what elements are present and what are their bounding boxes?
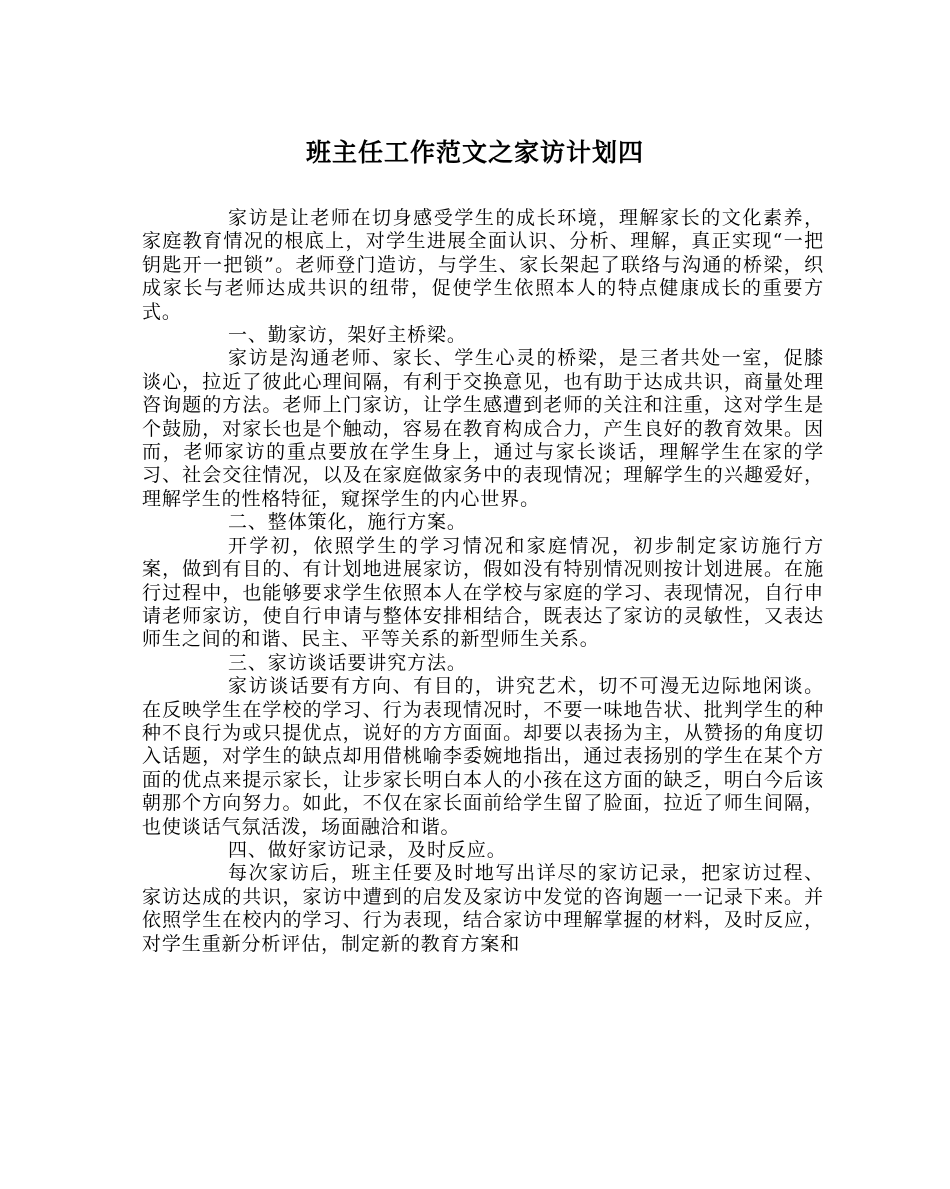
section-paragraph-1: 家访是沟通老师、家长、学生心灵的桥梁，是三者共处一室，促膝谈心，拉近了彼此心理间隔，有利于交换意见，也有助于达成共识，商量处理咨询题的方法。老师上门家访，让学生感遭到老师的关注和注重，这对学生是个鼓励，对家长也是个触动，容易在教育构成合力，产生良好的教育效果。因而，老师家访的重点要放在学生身上，通过与家长谈话，理解学生在家的学习、社会交往情况，以及在家庭做家务中的表现情况；理解学生的兴趣爱好，理解学生的性格特征，窥探学生的内心世界。 — [142, 347, 824, 510]
section-heading-3: 三、家访谈话要讲究方法。 — [228, 651, 467, 674]
document-title: 班主任工作范文之家访计划四 — [305, 138, 644, 167]
section-paragraph-3: 家访谈话要有方向、有目的，讲究艺术，切不可漫无边际地闲谈。在反映学生在学校的学习、行为表现情况时，不要一味地告状、批判学生的种种不良行为或只提优点，说好的方方面面。却要以表扬为主，从赞扬的角度切入话题，对学生的缺点却用借桃喻李委婉地指出，通过表扬别的学生在某个方面的优点来提示家长，让步家长明白本人的小孩在这方面的缺乏，明白今后该朝那个方向努力。如此，不仅在家长面前给学生留了脸面，拉近了师生间隔，也使谈话气氛活泼，场面融洽和谐。 — [142, 675, 824, 838]
section-paragraph-4: 每次家访后，班主任要及时地写出详尽的家访记录，把家访过程、家访达成的共识，家访中遭到的启发及家访中发觉的咨询题一一记录下来。并依照学生在校内的学习、行为表现，结合家访中理解掌握的材料，及时反应，对学生重新分析评估，制定新的教育方案和 — [142, 862, 824, 955]
section-heading-4: 四、做好家访记录，及时反应。 — [228, 838, 507, 861]
section-heading-1: 一、勤家访，架好主桥梁。 — [228, 324, 467, 347]
document-body — [142, 207, 824, 956]
section-heading-2: 二、整体策化，施行方案。 — [228, 511, 467, 534]
intro-paragraph: 家访是让老师在切身感受学生的成长环境，理解家长的文化素养，家庭教育情况的根底上，对学生进展全面认识、分析、理解，真正实现“一把钥匙开一把锁”。老师登门造访，与学生、家长架起了联络与沟通的桥梁，织成家长与老师达成共识的纽带，促使学生依照本人的特点健康成长的重要方式。 — [142, 207, 824, 323]
section-paragraph-2: 开学初，依照学生的学习情况和家庭情况，初步制定家访施行方案，做到有目的、有计划地进展家访，假如没有特别情况则按计划进展。在施行过程中，也能够要求学生依照本人在学校与家庭的学习、表现情况，自行申请老师家访，使自行申请与整体安排相结合，既表达了家访的灵敏性，又表达师生之间的和谐、民主、平等关系的新型师生关系。 — [142, 534, 824, 651]
